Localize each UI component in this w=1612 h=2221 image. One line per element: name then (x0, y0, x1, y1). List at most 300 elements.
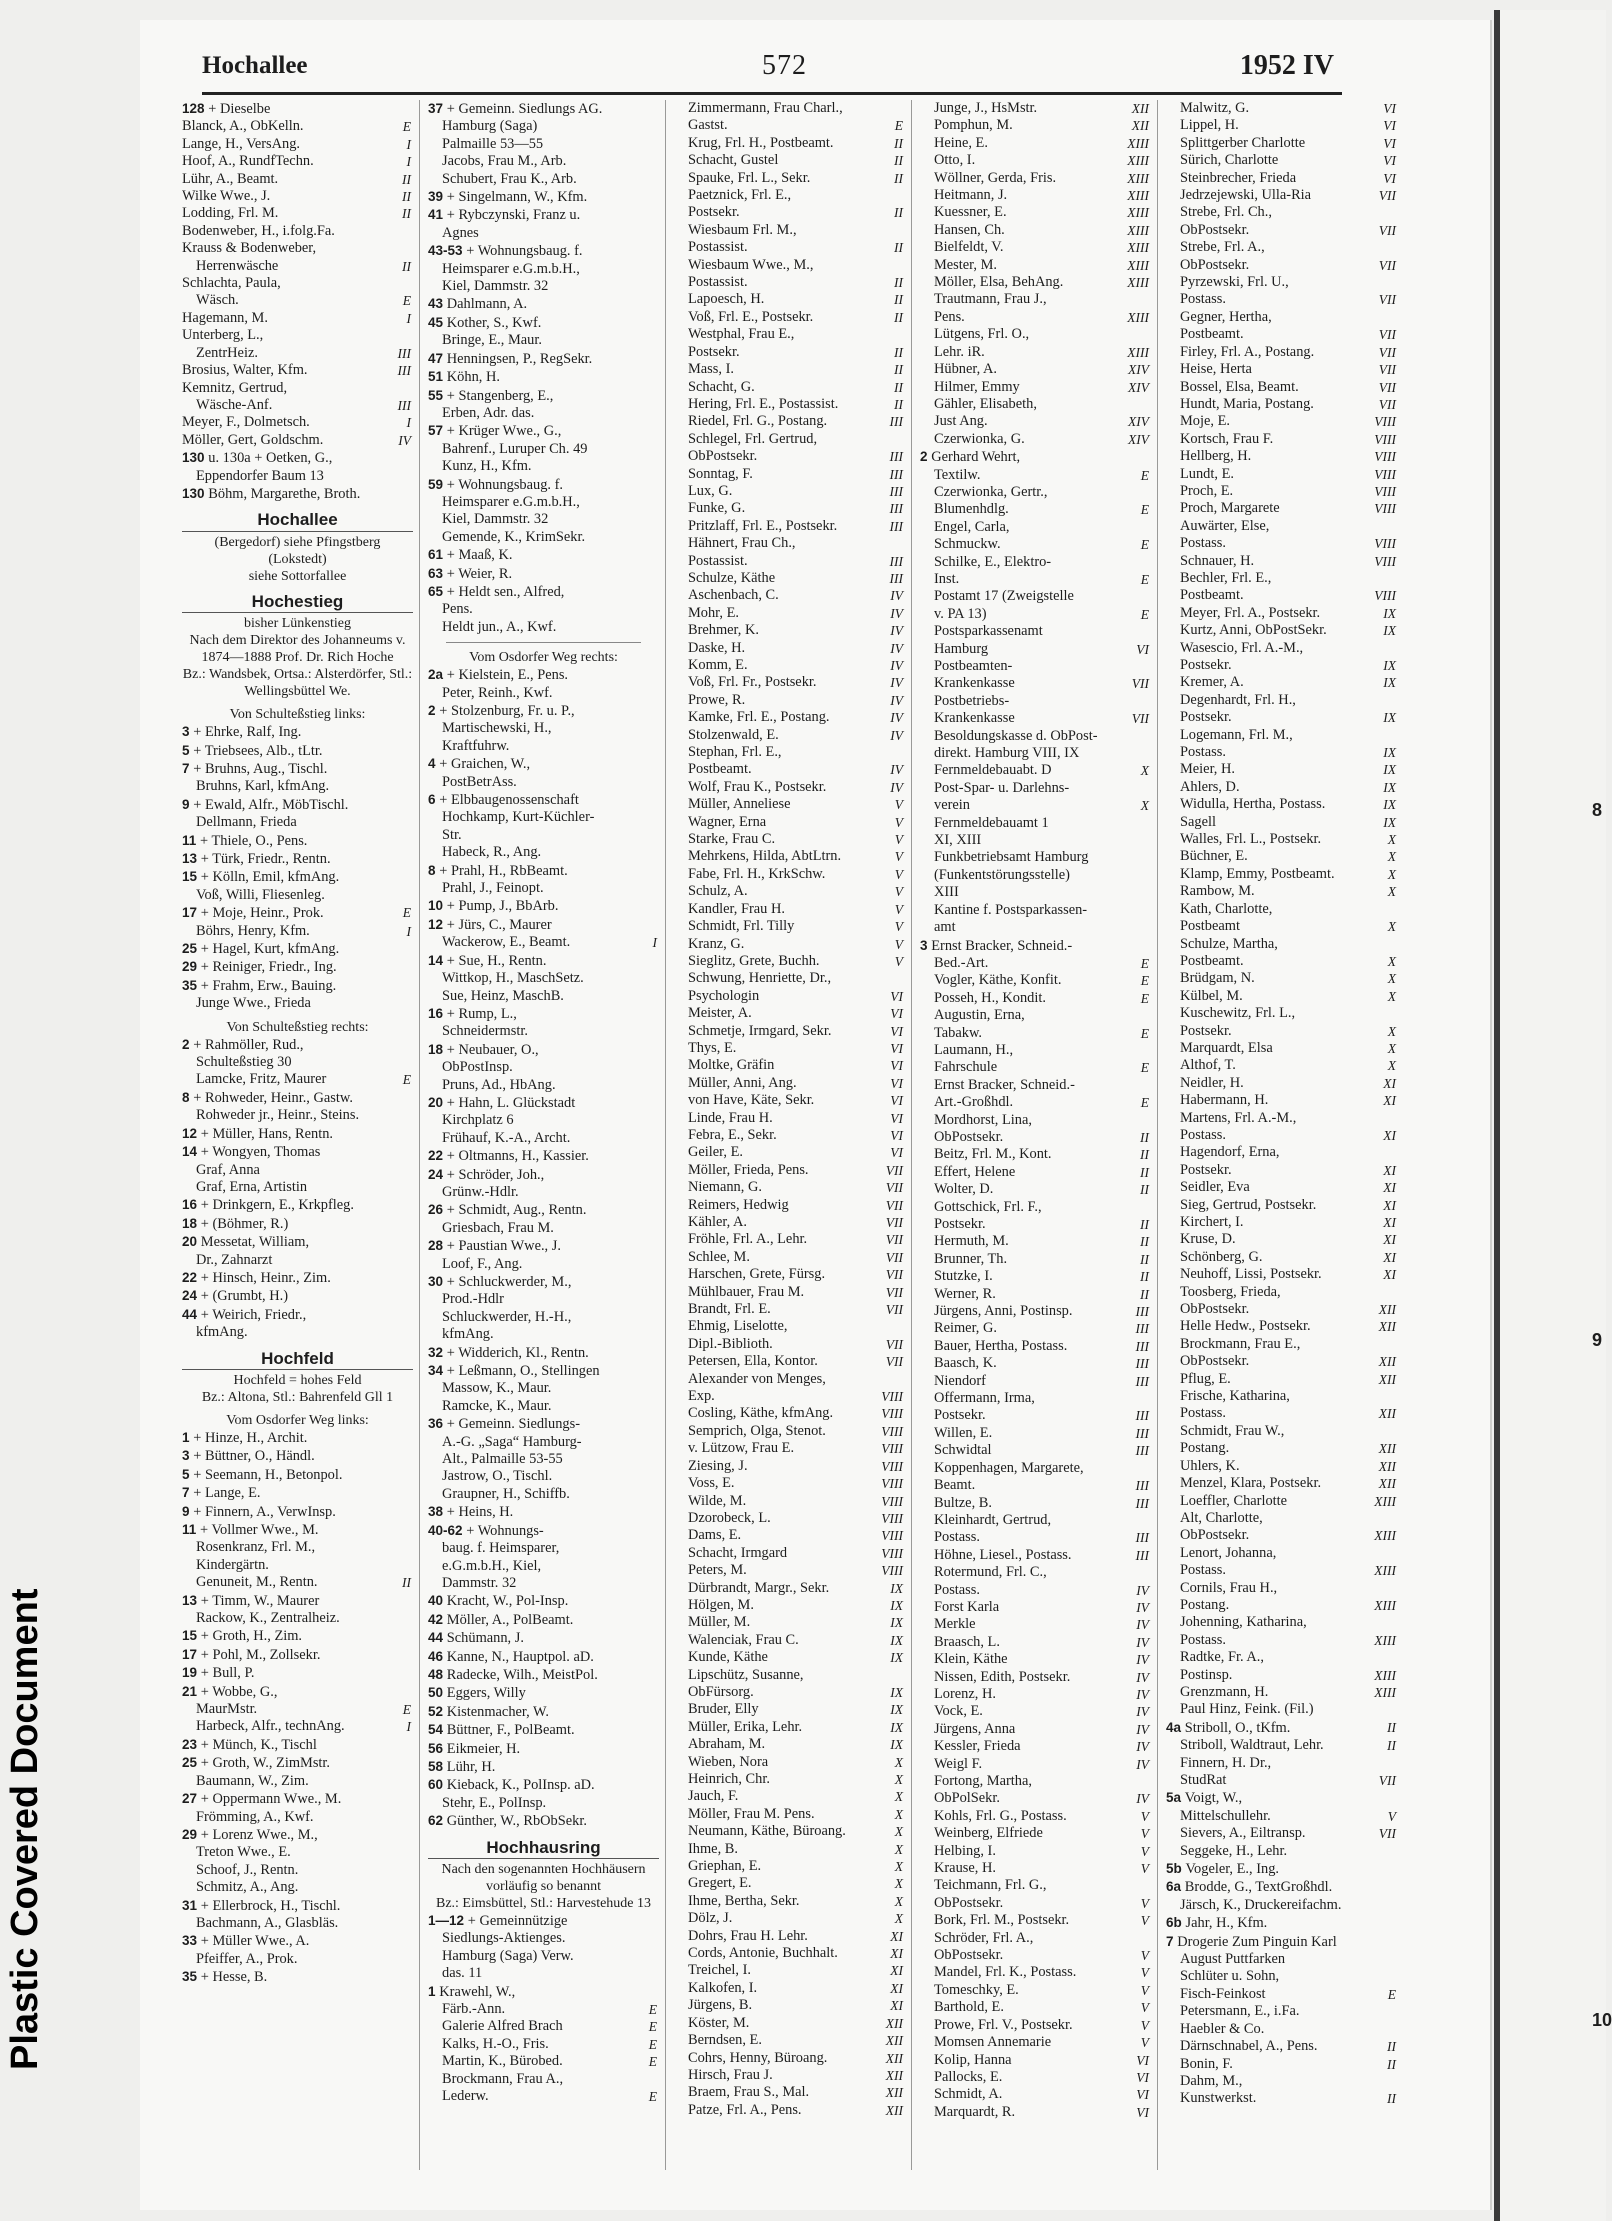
resident-text: Daske, H. (688, 639, 746, 656)
resident-text: Voß, Frl. Fr., Postsekr. (688, 674, 817, 691)
resident-text: Graupner, H., Schiffb. (442, 1485, 570, 1502)
directory-entry (428, 422, 659, 440)
resident-text: Erben, Adr. das. (442, 404, 535, 421)
directory-entry (920, 571, 1151, 588)
resident-text: Kruse, D. (1180, 1231, 1236, 1248)
floor-label: IV (890, 727, 903, 743)
floor-label: V (1140, 1808, 1149, 1824)
resident-text: Alexander von Menges, (688, 1370, 826, 1387)
directory-entry (428, 1398, 659, 1415)
direction-subheading: Vom Osdorfer Weg rechts: (469, 650, 618, 666)
floor-label: X (1387, 988, 1396, 1004)
directory-entry (920, 606, 1151, 623)
directory-entry (920, 780, 1151, 797)
directory-entry (920, 675, 1151, 692)
directory-entry (1166, 1040, 1398, 1057)
floor-label: II (1387, 2091, 1396, 2107)
resident-text: Firley, Frl. A., Postang. (1180, 343, 1315, 360)
resident-text: (Funkentstörungsstelle) (934, 866, 1070, 883)
directory-entry (428, 1147, 659, 1165)
directory-entry (428, 188, 659, 206)
resident-text: Braasch, L. (934, 1633, 1000, 1650)
directory-entry (674, 448, 905, 465)
floor-label: III (889, 570, 903, 586)
resident-text: Hirsch, Frau J. (688, 2066, 773, 2083)
directory-entry (1166, 1162, 1398, 1179)
resident-text: + Müller, Hans, Rentn. (200, 1125, 334, 1142)
resident-text: + Türk, Friedr., Rentn. (200, 851, 331, 867)
directory-entry (674, 831, 905, 848)
house-number: 8 (428, 862, 440, 878)
directory-entry (920, 2034, 1151, 2051)
house-number: 11 (182, 832, 201, 848)
directory-entry (428, 1059, 659, 1076)
directory-entry (182, 153, 413, 170)
resident-text: Wiesbaum Frl. M., (688, 221, 797, 238)
directory-entry (920, 1860, 1151, 1877)
resident-text: + Gemeinnützige (467, 1913, 568, 1929)
resident-text: + Graichen, W., (439, 756, 531, 773)
resident-text: + Wohnungs- (466, 1522, 544, 1539)
directory-entry (1166, 1580, 1398, 1597)
resident-text: Jahr, H., Kfm. (1185, 1915, 1268, 1932)
directory-entry (182, 1736, 413, 1754)
floor-label: II (402, 206, 411, 222)
directory-entry (1166, 448, 1398, 465)
floor-label: II (1140, 1147, 1149, 1163)
directory-entry (182, 1683, 413, 1701)
resident-text: Schlegel, Frl. Gertrud, (688, 430, 818, 447)
floor-label: VIII (881, 1510, 903, 1526)
directory-entry (1166, 1493, 1398, 1510)
resident-text: Müller, M. (688, 1614, 751, 1631)
directory-entry (428, 1629, 659, 1647)
floor-label: I (406, 310, 411, 326)
floor-label: II (894, 379, 903, 395)
directory-entry (428, 844, 659, 861)
resident-text: Striboll, Waldtraut, Lehr. (1180, 1737, 1324, 1754)
resident-text: Griesbach, Frau M. (442, 1219, 554, 1236)
floor-label: VII (885, 1354, 903, 1370)
directory-entry (1166, 483, 1398, 500)
directory-entry (674, 1179, 905, 1196)
directory-entry (428, 774, 659, 791)
floor-label: V (1140, 2035, 1149, 2051)
directory-entry (1166, 1562, 1398, 1579)
directory-entry (674, 1893, 905, 1910)
floor-label: E (1140, 1060, 1149, 1076)
directory-entry (1166, 1249, 1398, 1266)
directory-entry (674, 1110, 905, 1127)
resident-text: Zimmermann, Frau Charl., (688, 100, 843, 116)
directory-columns (174, 100, 1404, 2170)
resident-text: Hansen, Ch. (934, 221, 1005, 238)
floor-label: XIII (1374, 1528, 1396, 1544)
floor-label: IX (1383, 797, 1396, 813)
directory-entry (674, 1788, 905, 1805)
directory-entry (1166, 1701, 1398, 1718)
house-number: 29 (182, 959, 201, 975)
resident-text: Prowe, R. (688, 691, 746, 708)
resident-text: Kunstwerkst. (1180, 2090, 1257, 2107)
resident-text: Fernmeldebauabt. D (934, 762, 1052, 779)
floor-label: VII (1131, 676, 1149, 692)
resident-text: Dürbrandt, Margr., Sekr. (688, 1579, 830, 1596)
resident-text: + Rohweder, Heinr., Gastw. (193, 1089, 353, 1106)
floor-label: I (652, 935, 657, 951)
resident-text: Patze, Frl. A., Pens. (688, 2101, 802, 2118)
floor-label: XII (1131, 101, 1149, 116)
directory-entry (182, 100, 413, 118)
directory-entry (1166, 1951, 1398, 1968)
floor-label: X (894, 1806, 903, 1822)
resident-text: Martischewski, H., (442, 720, 552, 737)
floor-label: I (406, 923, 411, 939)
directory-entry (428, 546, 659, 564)
direction-subheading: Von Schulteßstieg rechts: (226, 1019, 369, 1035)
house-number: 3 (182, 1448, 194, 1464)
floor-label: V (1140, 1948, 1149, 1964)
directory-entry (674, 1632, 905, 1649)
directory-entry (674, 1371, 905, 1388)
directory-entry (428, 720, 659, 737)
directory-entry (920, 1059, 1151, 1076)
resident-text: Messetat, William, (200, 1234, 310, 1251)
floor-label: V (894, 884, 903, 900)
resident-text: Büttner, F., PolBeamt. (446, 1722, 575, 1739)
floor-label: E (402, 119, 411, 135)
directory-entry (674, 744, 905, 761)
floor-label: IV (890, 779, 903, 795)
directory-entry (182, 1196, 413, 1214)
floor-label: IV (890, 762, 903, 778)
floor-label: XII (885, 2050, 903, 2066)
resident-text: + Hahn, L. Glückstadt (446, 1094, 576, 1111)
floor-label: III (397, 345, 411, 361)
floor-label: II (1387, 2056, 1396, 2072)
directory-entry (428, 1522, 659, 1540)
resident-text: Geiler, E. (688, 1144, 743, 1161)
directory-entry (1166, 553, 1398, 570)
floor-label: IV (890, 640, 903, 656)
directory-entry (1166, 796, 1398, 813)
directory-entry (1166, 222, 1398, 239)
resident-text: Heitmann, J. (934, 187, 1008, 204)
house-number: 7 (182, 760, 194, 776)
resident-text: Postass. (1180, 1405, 1226, 1422)
floor-label: IX (890, 1737, 903, 1753)
resident-text: Frische, Katharina, (1180, 1388, 1290, 1405)
directory-entry (182, 940, 413, 958)
resident-text: Müller, Anni, Ang. (688, 1074, 797, 1091)
resident-text: Schönberg, G. (1180, 1248, 1263, 1265)
resident-text: Logemann, Frl. M., (1180, 726, 1293, 743)
directory-entry (674, 709, 905, 726)
resident-text: Fisch-Feinkost (1180, 1985, 1266, 2002)
resident-text: Neuhoff, Lissi, Postsekr. (1180, 1266, 1322, 1283)
resident-text: ObPostsekr. (1180, 1527, 1250, 1544)
directory-entry (920, 1703, 1151, 1720)
directory-entry (182, 1306, 413, 1324)
directory-entry (1166, 500, 1398, 517)
floor-label: II (894, 153, 903, 169)
directory-entry (182, 1718, 413, 1735)
house-number: 20 (428, 1094, 447, 1110)
resident-text: Althof, T. (1180, 1057, 1236, 1074)
resident-text: Dellmann, Frieda (196, 814, 297, 831)
directory-entry (1166, 901, 1398, 918)
resident-text: Postsekr. (934, 1407, 986, 1424)
floor-label: VIII (1374, 536, 1396, 552)
resident-text: Kleinhardt, Gertrud, (934, 1511, 1052, 1528)
resident-text: Hellberg, H. (1180, 448, 1252, 465)
directory-entry (674, 1910, 905, 1927)
resident-text: Mühlbauer, Frau M. (688, 1283, 805, 1300)
directory-entry (428, 1965, 659, 1982)
directory-entry (1166, 1266, 1398, 1283)
floor-label: III (1135, 1478, 1149, 1494)
house-number: 57 (428, 423, 447, 439)
floor-label: IV (1136, 1721, 1149, 1737)
direction-subheading: Vom Osdorfer Weg links: (226, 1412, 369, 1428)
directory-entry (920, 274, 1151, 291)
floor-label: XIV (1128, 414, 1149, 430)
floor-label: VI (890, 1040, 903, 1056)
directory-entry (182, 1844, 413, 1861)
resident-text: Fabe, Frl. H., KrkSchw. (688, 865, 826, 882)
house-number: 42 (428, 1611, 447, 1627)
directory-entry (1166, 239, 1398, 256)
floor-label: IV (890, 710, 903, 726)
resident-text: Febra, E., Sekr. (688, 1126, 777, 1143)
directory-entry (920, 1233, 1151, 1250)
house-number: 40-62 (428, 1522, 467, 1538)
floor-label: V (894, 919, 903, 935)
directory-entry (920, 815, 1151, 832)
directory-entry (428, 970, 659, 987)
floor-label: II (894, 205, 903, 221)
resident-text: Petersmann, E., i.Fa. (1180, 2003, 1300, 2020)
directory-entry (920, 291, 1151, 308)
floor-label: III (889, 518, 903, 534)
resident-text: Kemnitz, Gertrud, (182, 379, 288, 396)
floor-label: X (894, 1824, 903, 1840)
floor-label: III (889, 414, 903, 430)
directory-entry (674, 1945, 905, 1962)
resident-text: Dams, E. (688, 1527, 742, 1544)
directory-entry (1166, 1614, 1398, 1631)
directory-entry (674, 535, 905, 552)
directory-entry (428, 1812, 659, 1830)
directory-entry (428, 952, 659, 970)
floor-label: IV (1136, 1791, 1149, 1807)
floor-label: II (1140, 1234, 1149, 1250)
resident-text: XIII (934, 884, 959, 901)
resident-text: Postass. (1180, 535, 1226, 552)
directory-entry (182, 345, 413, 362)
floor-label: VI (890, 1023, 903, 1039)
resident-text: Schmetje, Irmgard, Sekr. (688, 1022, 832, 1039)
header-year-volume: 1952 IV (1239, 50, 1334, 81)
directory-entry (920, 1964, 1151, 1981)
directory-entry (1166, 570, 1398, 587)
floor-label: VII (885, 1215, 903, 1230)
directory-entry (428, 666, 659, 684)
resident-text: das. 11 (442, 1965, 483, 1982)
resident-text: Bringe, E., Maur. (442, 332, 542, 349)
directory-entry (428, 1948, 659, 1965)
resident-text: Degenhardt, Frl. H., (1180, 691, 1296, 708)
house-number: 35 (182, 977, 201, 993)
floor-label: E (1140, 606, 1149, 622)
resident-text: Schilke, E., Elektro- (934, 553, 1052, 570)
resident-text: Henningsen, P., RegSekr. (446, 350, 593, 367)
floor-label: III (889, 466, 903, 482)
resident-text: Lehr. iR. (934, 343, 985, 360)
resident-text: Kindergärtn. (196, 1556, 269, 1573)
directory-entry (674, 1701, 905, 1718)
resident-text: Brehmer, K. (688, 622, 759, 639)
resident-text: Lipschütz, Susanne, (688, 1666, 804, 1683)
resident-text: Bielfeldt, V. (934, 239, 1004, 256)
floor-label: VI (1136, 2052, 1149, 2068)
directory-entry (428, 1434, 659, 1451)
resident-text: Postbeamten- (934, 658, 1013, 674)
floor-label: II (402, 171, 411, 187)
directory-entry (674, 500, 905, 517)
floor-label: VI (1383, 118, 1396, 134)
resident-text: Kurtz, Anni, ObPostSekr. (1180, 622, 1327, 639)
resident-text: Genuneit, M., Rentn. (196, 1574, 318, 1591)
house-number: 5 (182, 742, 194, 758)
resident-text: Heimsparer e.G.m.b.H., (442, 493, 580, 510)
directory-entry (182, 1932, 413, 1950)
directory-entry (182, 205, 413, 222)
directory-column (666, 100, 912, 2170)
resident-text: + Schmidt, Aug., Rentn. (446, 1202, 587, 1219)
floor-label: XI (1383, 1162, 1396, 1178)
house-number: 22 (428, 1148, 447, 1164)
house-number: 13 (182, 851, 201, 866)
directory-entry (674, 1266, 905, 1283)
floor-label: IV (890, 658, 903, 673)
resident-text: + Bull, P. (200, 1665, 255, 1682)
house-number: 7 (182, 1485, 194, 1501)
directory-entry (920, 902, 1151, 919)
resident-text: Tabakw. (934, 1024, 983, 1041)
directory-entry (920, 1373, 1151, 1390)
directory-entry (182, 995, 413, 1012)
resident-text: ZentrHeiz. (196, 344, 258, 361)
floor-label: XIII (1127, 309, 1149, 325)
floor-label: XII (885, 2102, 903, 2118)
floor-label: IV (1136, 1686, 1149, 1702)
directory-entry (428, 1166, 659, 1184)
directory-entry (920, 1025, 1151, 1042)
directory-entry (428, 1256, 659, 1273)
directory-entry (674, 622, 905, 639)
directory-entry (1166, 326, 1398, 343)
directory-entry (182, 1646, 413, 1664)
floor-label: II (1140, 1269, 1149, 1285)
directory-entry (920, 1564, 1151, 1581)
directory-entry (1166, 204, 1398, 221)
floor-label: VIII (1374, 449, 1396, 465)
street-note: Bz.: Wandsbek, Ortsa.: Alsterdörfer, Stl.: Wellingsbüttel We. (182, 667, 413, 700)
floor-label: XIII (1374, 1597, 1396, 1613)
directory-entry (1166, 1545, 1398, 1562)
resident-text: Funke, G. (688, 500, 746, 517)
resident-text: Kanne, N., Hauptpol. aD. (446, 1648, 594, 1665)
resident-text: Niendorf (934, 1372, 986, 1389)
resident-text: + Leßmann, O., Stellingen (446, 1363, 600, 1380)
directory-entry (920, 1007, 1151, 1024)
house-number: 18 (182, 1215, 201, 1231)
floor-label: X (1387, 953, 1396, 969)
directory-entry (1166, 1897, 1398, 1914)
resident-text: Habeck, R., Ang. (442, 844, 542, 861)
floor-label: VI (1136, 2069, 1149, 2085)
house-number: 9 (182, 1503, 194, 1519)
directory-entry (428, 1326, 659, 1343)
resident-text: Möller, Elsa, BehAng. (934, 274, 1064, 291)
street-note: (Lokstedt) (268, 551, 327, 567)
floor-label: E (402, 293, 411, 309)
floor-label: II (894, 240, 903, 256)
directory-entry (920, 1338, 1151, 1355)
resident-text: Kunz, H., Kfm. (442, 458, 532, 475)
resident-text: Hundt, Maria, Postang. (1180, 395, 1314, 412)
floor-label: XIII (1127, 205, 1149, 221)
floor-label: X (1140, 798, 1149, 814)
directory-entry (674, 674, 905, 691)
resident-text: Pflug, E. (1180, 1370, 1231, 1387)
floor-label: VI (890, 1006, 903, 1022)
floor-label: VII (885, 1232, 903, 1248)
floor-label: I (406, 136, 411, 152)
directory-entry (920, 919, 1151, 936)
floor-label: VI (1136, 2087, 1149, 2103)
resident-text: Cornils, Frau H., (1180, 1579, 1278, 1596)
resident-text: Wolf, Frau K., Postsekr. (688, 778, 827, 795)
resident-text: Dzorobeck, L. (688, 1509, 771, 1526)
floor-label: XI (1383, 1249, 1396, 1265)
resident-text: Voigt, W., (1184, 1790, 1243, 1807)
directory-entry (1166, 692, 1398, 709)
resident-text: Kranz, G. (688, 935, 745, 952)
resident-text: August Puttfarken (1180, 1951, 1286, 1968)
directory-entry (1166, 587, 1398, 604)
house-number: 20 (182, 1234, 201, 1250)
directory-entry (1166, 1597, 1398, 1614)
street-heading: Hochestieg (182, 593, 413, 613)
directory-entry (674, 866, 905, 883)
directory-entry (674, 814, 905, 831)
floor-label: VI (890, 988, 903, 1004)
resident-text: Mass, I. (688, 361, 734, 378)
directory-entry (674, 936, 905, 953)
directory-entry (428, 100, 659, 118)
floor-label: VII (1378, 379, 1396, 395)
house-number: 15 (182, 1628, 201, 1644)
resident-text: Wasescio, Frl. A.-M., (1180, 639, 1304, 656)
directory-entry (182, 1592, 413, 1610)
directory-entry (674, 570, 905, 587)
resident-text: Pfeiffer, A., Prok. (196, 1950, 298, 1967)
directory-entry (182, 1557, 413, 1574)
house-number: 19 (182, 1665, 201, 1681)
resident-text: + Ellerbrock, H., Tischl. (200, 1897, 341, 1914)
